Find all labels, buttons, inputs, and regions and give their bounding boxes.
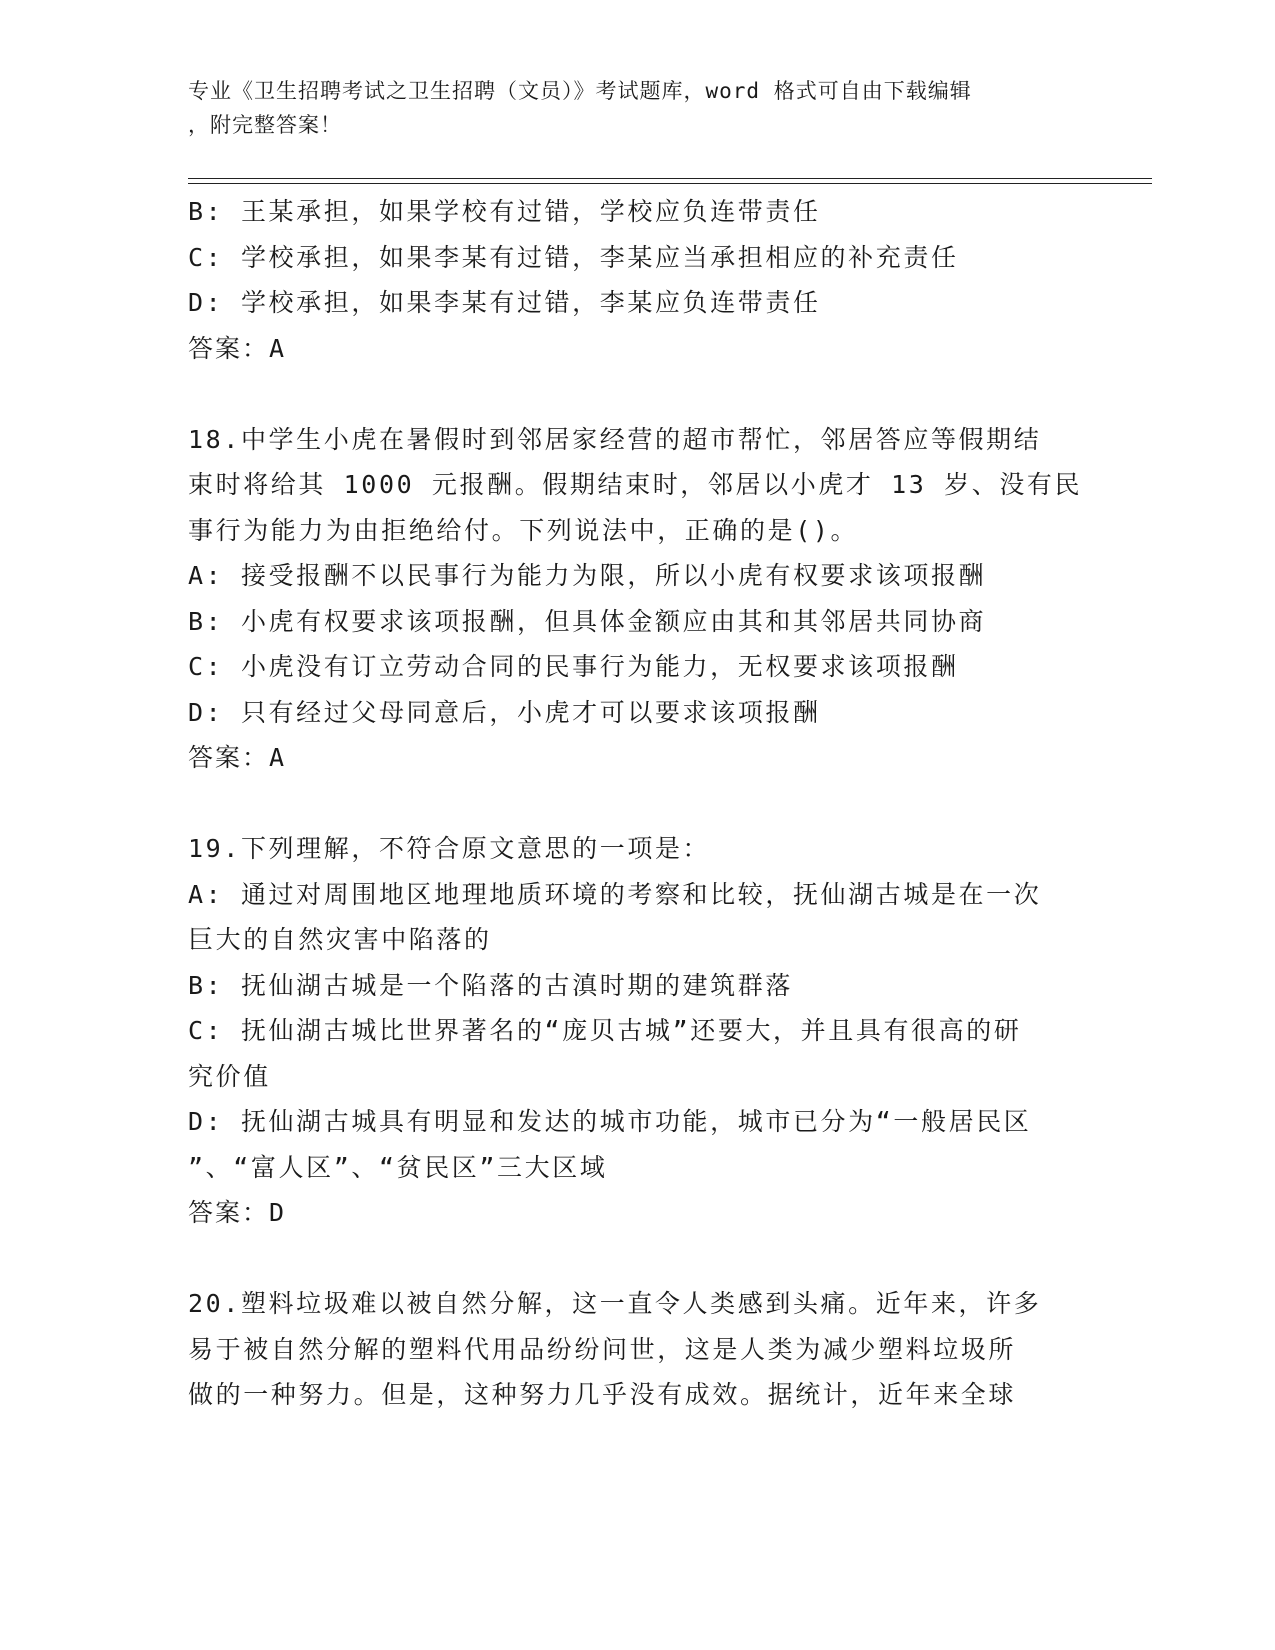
option-c-continued: 究价值	[188, 1061, 271, 1091]
answer: 答案：D	[188, 1198, 287, 1227]
option-a: A: 接受报酬不以民事行为能力为限，所以小虎有权要求该项报酬	[188, 561, 987, 590]
spacer	[188, 371, 1088, 417]
option-b: B: 王某承担，如果学校有过错，学校应负连带责任	[188, 197, 821, 226]
question-stem: 易于被自然分解的塑料代用品纷纷问世，这是人类为减少塑料垃圾所	[188, 1334, 1017, 1364]
question-stem: 19.下列理解，不符合原文意思的一项是：	[188, 834, 711, 863]
question-stem: 20.塑料垃圾难以被自然分解，这一直令人类感到头痛。近年来，许多	[188, 1289, 1042, 1318]
answer: 答案：A	[188, 333, 287, 363]
spacer	[188, 1236, 1088, 1282]
document-header	[188, 74, 1068, 142]
option-d: D: 抚仙湖古城具有明显和发达的城市功能，城市已分为“一般居民区	[188, 1107, 1032, 1136]
option-a: A: 通过对周围地区地理地质环境的考察和比较，抚仙湖古城是在一次	[188, 879, 1042, 909]
option-c: C: 抚仙湖古城比世界著名的“庞贝古城”还要大，并且具有很高的研	[188, 1016, 1022, 1045]
option-c: C: 小虎没有订立劳动合同的民事行为能力，无权要求该项报酬	[188, 652, 959, 681]
option-a-continued: 巨大的自然灾害中陷落的	[188, 925, 492, 954]
question-stem: 18.中学生小虎在暑假时到邻居家经营的超市帮忙，邻居答应等假期结	[188, 424, 1042, 454]
question-stem: 事行为能力为由拒绝给付。下列说法中，正确的是()。	[188, 515, 859, 545]
header-title-line-2: ，附完整答案！	[188, 113, 342, 137]
spacer	[188, 781, 1088, 827]
header-divider-top	[188, 178, 1152, 179]
option-d: D: 学校承担，如果李某有过错，李某应负连带责任	[188, 288, 821, 317]
question-stem: 束时将给其 1000 元报酬。假期结束时，邻居以小虎才 13 岁、没有民	[188, 470, 1083, 499]
question-19	[188, 826, 1088, 1236]
option-d: D: 只有经过父母同意后，小虎才可以要求该项报酬	[188, 697, 821, 727]
question-17-tail	[188, 189, 1088, 371]
header-title-line-1: 专业《卫生招聘考试之卫生招聘（文员）》考试题库，word 格式可自由下载编辑	[188, 79, 972, 103]
option-b: B: 抚仙湖古城是一个陷落的古滇时期的建筑群落	[188, 970, 793, 1000]
option-d-continued: ”、“富人区”、“贫民区”三大区域	[188, 1152, 608, 1182]
document-body	[188, 189, 1088, 1418]
option-c: C: 学校承担，如果李某有过错，李某应当承担相应的补充责任	[188, 242, 959, 272]
question-stem: 做的一种努力。但是，这种努力几乎没有成效。据统计，近年来全球	[188, 1380, 1017, 1409]
answer: 答案：A	[188, 743, 287, 772]
option-b: B: 小虎有权要求该项报酬，但具体金额应由其和其邻居共同协商	[188, 606, 987, 636]
question-18	[188, 417, 1088, 781]
question-20	[188, 1281, 1088, 1418]
header-divider-bottom	[188, 183, 1152, 184]
